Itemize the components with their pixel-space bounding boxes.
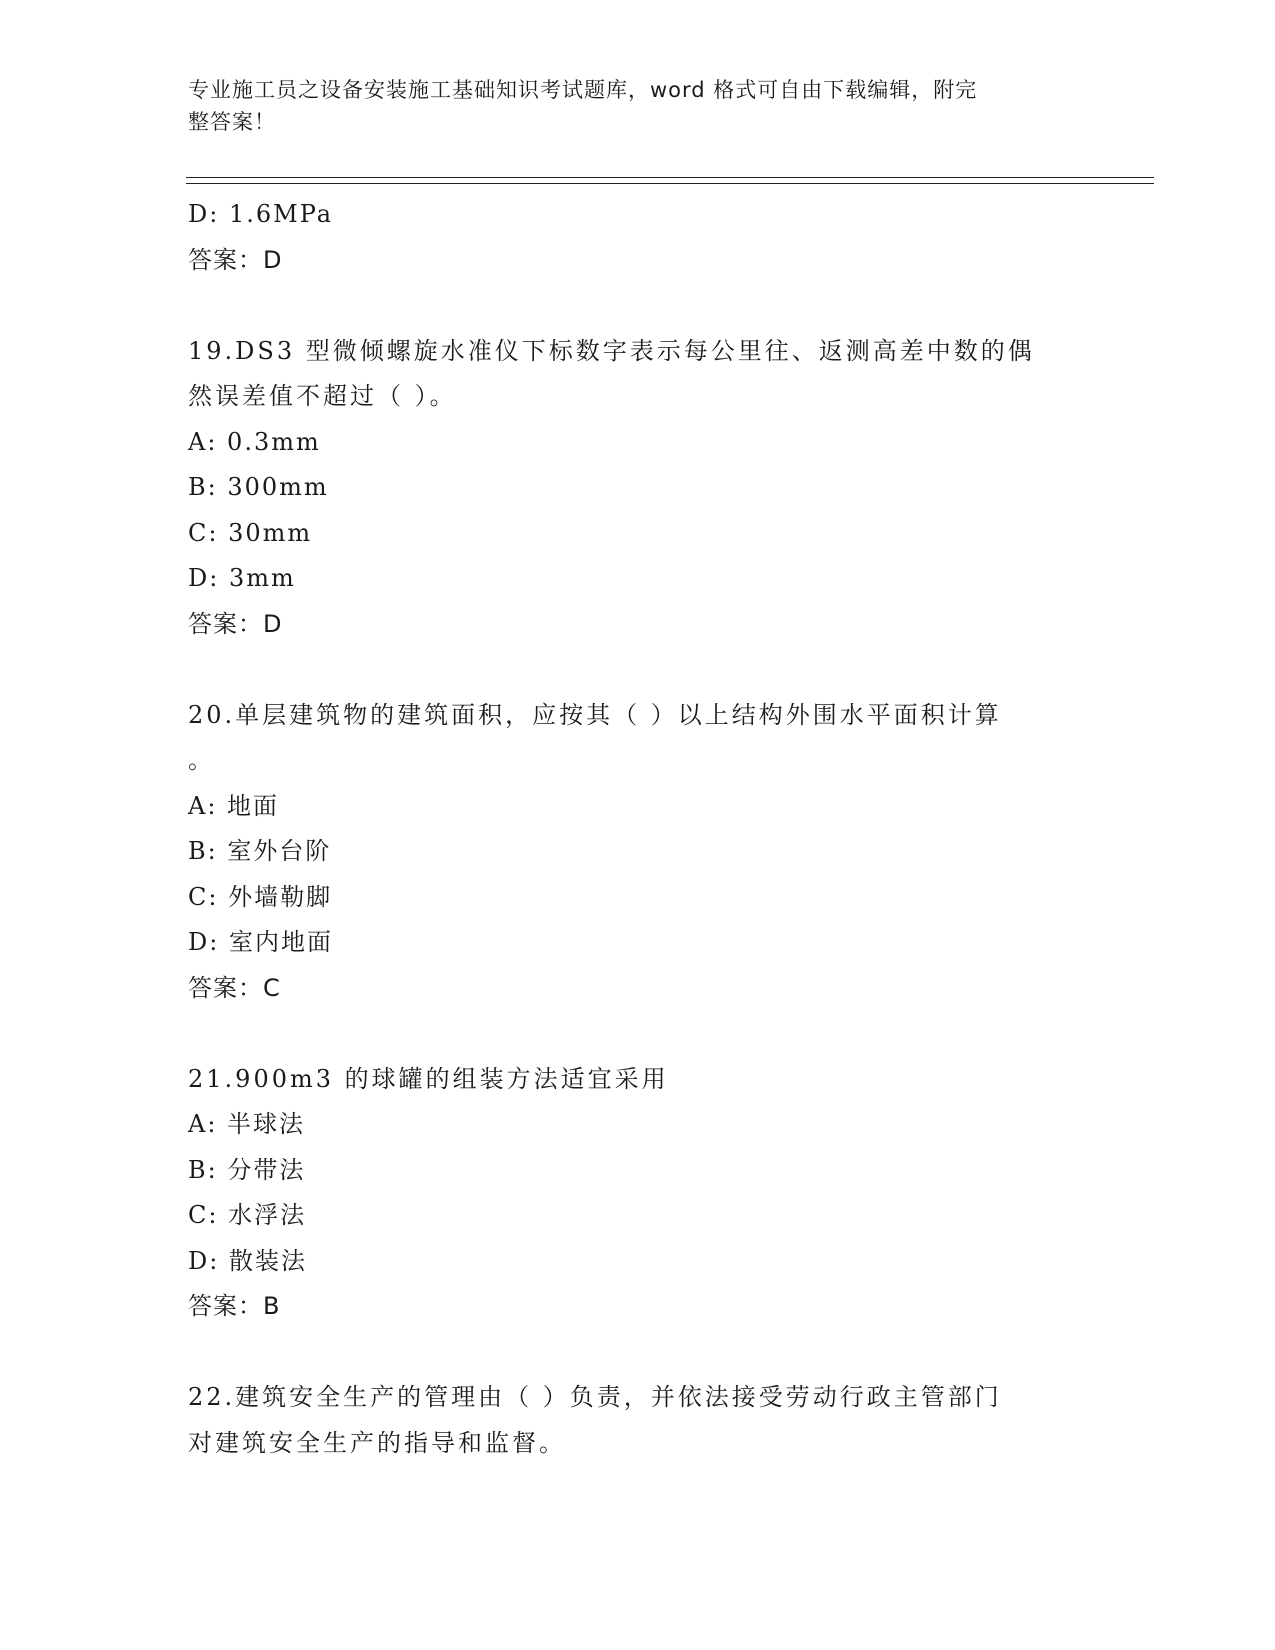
question-stem-line: 21.900m3 的球罐的组装方法适宜采用 bbox=[188, 1064, 669, 1093]
question-22 bbox=[188, 1375, 1088, 1466]
answer-line: 答案：C bbox=[188, 973, 281, 1002]
option-d: D: 1.6MPa bbox=[188, 200, 334, 228]
answer-line: 答案：B bbox=[188, 1292, 281, 1320]
option-a: A: 地面 bbox=[188, 791, 280, 820]
question-19 bbox=[188, 329, 1088, 648]
option-b: B: 室外台阶 bbox=[188, 837, 332, 865]
option-a: A: 半球法 bbox=[188, 1110, 306, 1138]
answer-line: 答案：D bbox=[188, 609, 283, 638]
option-c: C: 水浮法 bbox=[188, 1201, 307, 1229]
option-c: C: 外墙勒脚 bbox=[188, 882, 333, 911]
question-stem-line: 22.建筑安全生产的管理由（ ）负责，并依法接受劳动行政主管部门 bbox=[188, 1383, 1002, 1411]
option-c: C: 30mm bbox=[188, 518, 313, 547]
option-d: D: 室内地面 bbox=[188, 928, 333, 956]
header-rule-top bbox=[186, 177, 1154, 178]
question-list bbox=[188, 192, 1088, 1466]
option-d: D: 3mm bbox=[188, 564, 296, 592]
header-line-2: 整答案！ bbox=[188, 110, 276, 134]
question-stem-line: 。 bbox=[188, 746, 215, 774]
option-b: B: 300mm bbox=[188, 473, 329, 501]
header-rule-bottom bbox=[186, 183, 1154, 184]
header-line-1: 专业施工员之设备安装施工基础知识考试题库，word 格式可自由下载编辑，附完 bbox=[188, 78, 978, 102]
question-stem-line: 20.单层建筑物的建筑面积，应按其（ ）以上结构外围水平面积计算 bbox=[188, 700, 1002, 729]
question-stem-line: 19.DS3 型微倾螺旋水准仪下标数字表示每公里往、返测高差中数的偶 bbox=[188, 336, 1035, 365]
question-21 bbox=[188, 1057, 1088, 1330]
option-b: B: 分带法 bbox=[188, 1155, 306, 1184]
question-stem-line: 然误差值不超过（ ）。 bbox=[188, 382, 457, 410]
question-stem-line: 对建筑安全生产的指导和监督。 bbox=[188, 1428, 566, 1457]
question-20 bbox=[188, 693, 1088, 1012]
document-header bbox=[188, 74, 1068, 138]
answer-line: 答案：D bbox=[188, 245, 283, 274]
option-a: A: 0.3mm bbox=[188, 427, 321, 456]
option-d: D: 散装法 bbox=[188, 1246, 307, 1275]
